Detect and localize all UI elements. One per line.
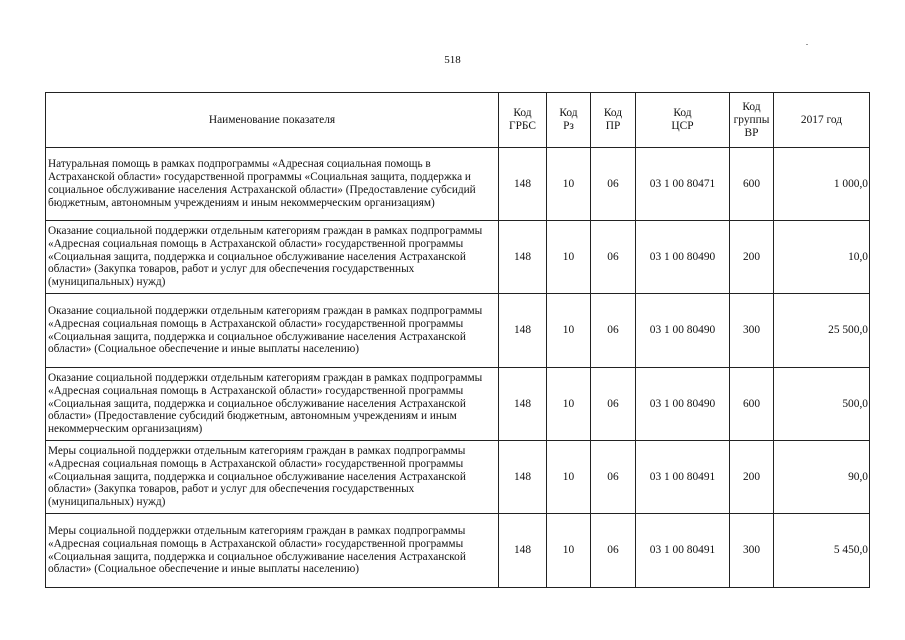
indicator-name-cell: Меры социальной поддержки отдельным категориям граждан в рамках подпрограммы «Адресная социальная помощь в Астраханской области» государственной программы «Социальная защита, поддержка и социальное обслуживание населения Астраханской области» (Социальное обеспечение и иные выплаты населению)	[46, 514, 499, 588]
header-text-line: ЦСР	[671, 120, 694, 132]
rz-code-cell: 10	[547, 221, 591, 294]
budget-table	[45, 92, 870, 588]
pr-code-cell: 06	[591, 441, 636, 514]
vr-code-cell: 200	[730, 441, 774, 514]
grbs-code-cell: 148	[499, 441, 547, 514]
table-row	[46, 368, 870, 441]
indicator-name-cell: Оказание социальной поддержки отдельным категориям граждан в рамках подпрограммы «Адресная социальная помощь в Астраханской области» государственной программы «Социальная защита, поддержка и социальное обслуживание населения Астраханской области» (Закупка товаров, работ и услуг для обеспечения государственных (муниципальных) нужд)	[46, 221, 499, 294]
table-row	[46, 441, 870, 514]
col-csr-header	[636, 93, 730, 148]
header-text-line: ПР	[605, 120, 621, 132]
col-year-2017-header	[774, 93, 870, 148]
amount-2017-cell: 500,0	[774, 368, 870, 441]
pr-code-cell: 06	[591, 368, 636, 441]
amount-2017-cell: 1 000,0	[774, 148, 870, 221]
amount-2017-cell: 90,0	[774, 441, 870, 514]
csr-code-cell: 03 1 00 80491	[636, 441, 730, 514]
table-row	[46, 514, 870, 588]
indicator-name-cell: Оказание социальной поддержки отдельным категориям граждан в рамках подпрограммы «Адресная социальная помощь в Астраханской области» государственной программы «Социальная защита, поддержка и социальное обслуживание населения Астраханской области» (Предоставление субсидий бюджетным, автономным учреждениям и иным некоммерческим организациям)	[46, 368, 499, 441]
vr-code-cell: 600	[730, 368, 774, 441]
col-vr-header	[730, 93, 774, 148]
table-row	[46, 294, 870, 368]
amount-2017-cell: 10,0	[774, 221, 870, 294]
header-row	[46, 93, 870, 148]
col-grbs-header	[499, 93, 547, 148]
csr-code-cell: 03 1 00 80490	[636, 368, 730, 441]
header-text-line: ВР	[744, 126, 759, 139]
grbs-code-cell: 148	[499, 368, 547, 441]
pr-code-cell: 06	[591, 148, 636, 221]
amount-2017-cell: 25 500,0	[774, 294, 870, 368]
header-text-line: Код	[513, 107, 532, 119]
csr-code-cell: 03 1 00 80491	[636, 514, 730, 588]
csr-code-cell: 03 1 00 80490	[636, 221, 730, 294]
header-text-line: группы	[733, 113, 770, 126]
indicator-name-cell: Меры социальной поддержки отдельным категориям граждан в рамках подпрограммы «Адресная социальная помощь в Астраханской области» государственной программы «Социальная защита, поддержка и социальное обслуживание населения Астраханской области» (Закупка товаров, работ и услуг для обеспечения государственных (муниципальных) нужд)	[46, 441, 499, 514]
table-row	[46, 221, 870, 294]
grbs-code-cell: 148	[499, 294, 547, 368]
csr-code-cell: 03 1 00 80471	[636, 148, 730, 221]
col-pr-header	[591, 93, 636, 148]
vr-code-cell: 300	[730, 294, 774, 368]
header-text-line: Код	[603, 107, 623, 119]
amount-2017-cell: 5 450,0	[774, 514, 870, 588]
table-header	[46, 93, 870, 148]
header-text-line: Код	[673, 107, 692, 119]
indicator-name-cell: Натуральная помощь в рамках подпрограммы «Адресная социальная помощь в Астраханской области» государственной программы «Социальная защита, поддержка и социальное обслуживание населения Астраханской области» (Предоставление субсидий бюджетным, автономным учреждениям и иным некоммерческим организациям)	[46, 148, 499, 221]
header-text-line: 2017 год	[800, 113, 843, 126]
rz-code-cell: 10	[547, 441, 591, 514]
rz-code-cell: 10	[547, 514, 591, 588]
indicator-name-cell: Оказание социальной поддержки отдельным категориям граждан в рамках подпрограммы «Адресная социальная помощь в Астраханской области» государственной программы «Социальная защита, поддержка и социальное обслуживание населения Астраханской области» (Социальное обеспечение и иные выплаты населению)	[46, 294, 499, 368]
header-text-line: ГРБС	[509, 120, 536, 132]
pr-code-cell: 06	[591, 514, 636, 588]
pr-code-cell: 06	[591, 221, 636, 294]
csr-code-cell: 03 1 00 80490	[636, 294, 730, 368]
page-number: 518	[444, 54, 461, 66]
header-text-line: Код	[742, 100, 761, 113]
col-rz-header	[547, 93, 591, 148]
col-indicator-name-header	[46, 93, 499, 148]
header-text-line: Код	[559, 107, 578, 119]
header-text-line: Наименование показателя	[208, 113, 336, 126]
grbs-code-cell: 148	[499, 221, 547, 294]
grbs-code-cell: 148	[499, 514, 547, 588]
vr-code-cell: 200	[730, 221, 774, 294]
table-body	[46, 148, 870, 588]
header-text-line: Рз	[563, 120, 574, 132]
vr-code-cell: 600	[730, 148, 774, 221]
rz-code-cell: 10	[547, 294, 591, 368]
scan-speck	[806, 44, 808, 45]
grbs-code-cell: 148	[499, 148, 547, 221]
table-row	[46, 148, 870, 221]
rz-code-cell: 10	[547, 368, 591, 441]
pr-code-cell: 06	[591, 294, 636, 368]
vr-code-cell: 300	[730, 514, 774, 588]
rz-code-cell: 10	[547, 148, 591, 221]
